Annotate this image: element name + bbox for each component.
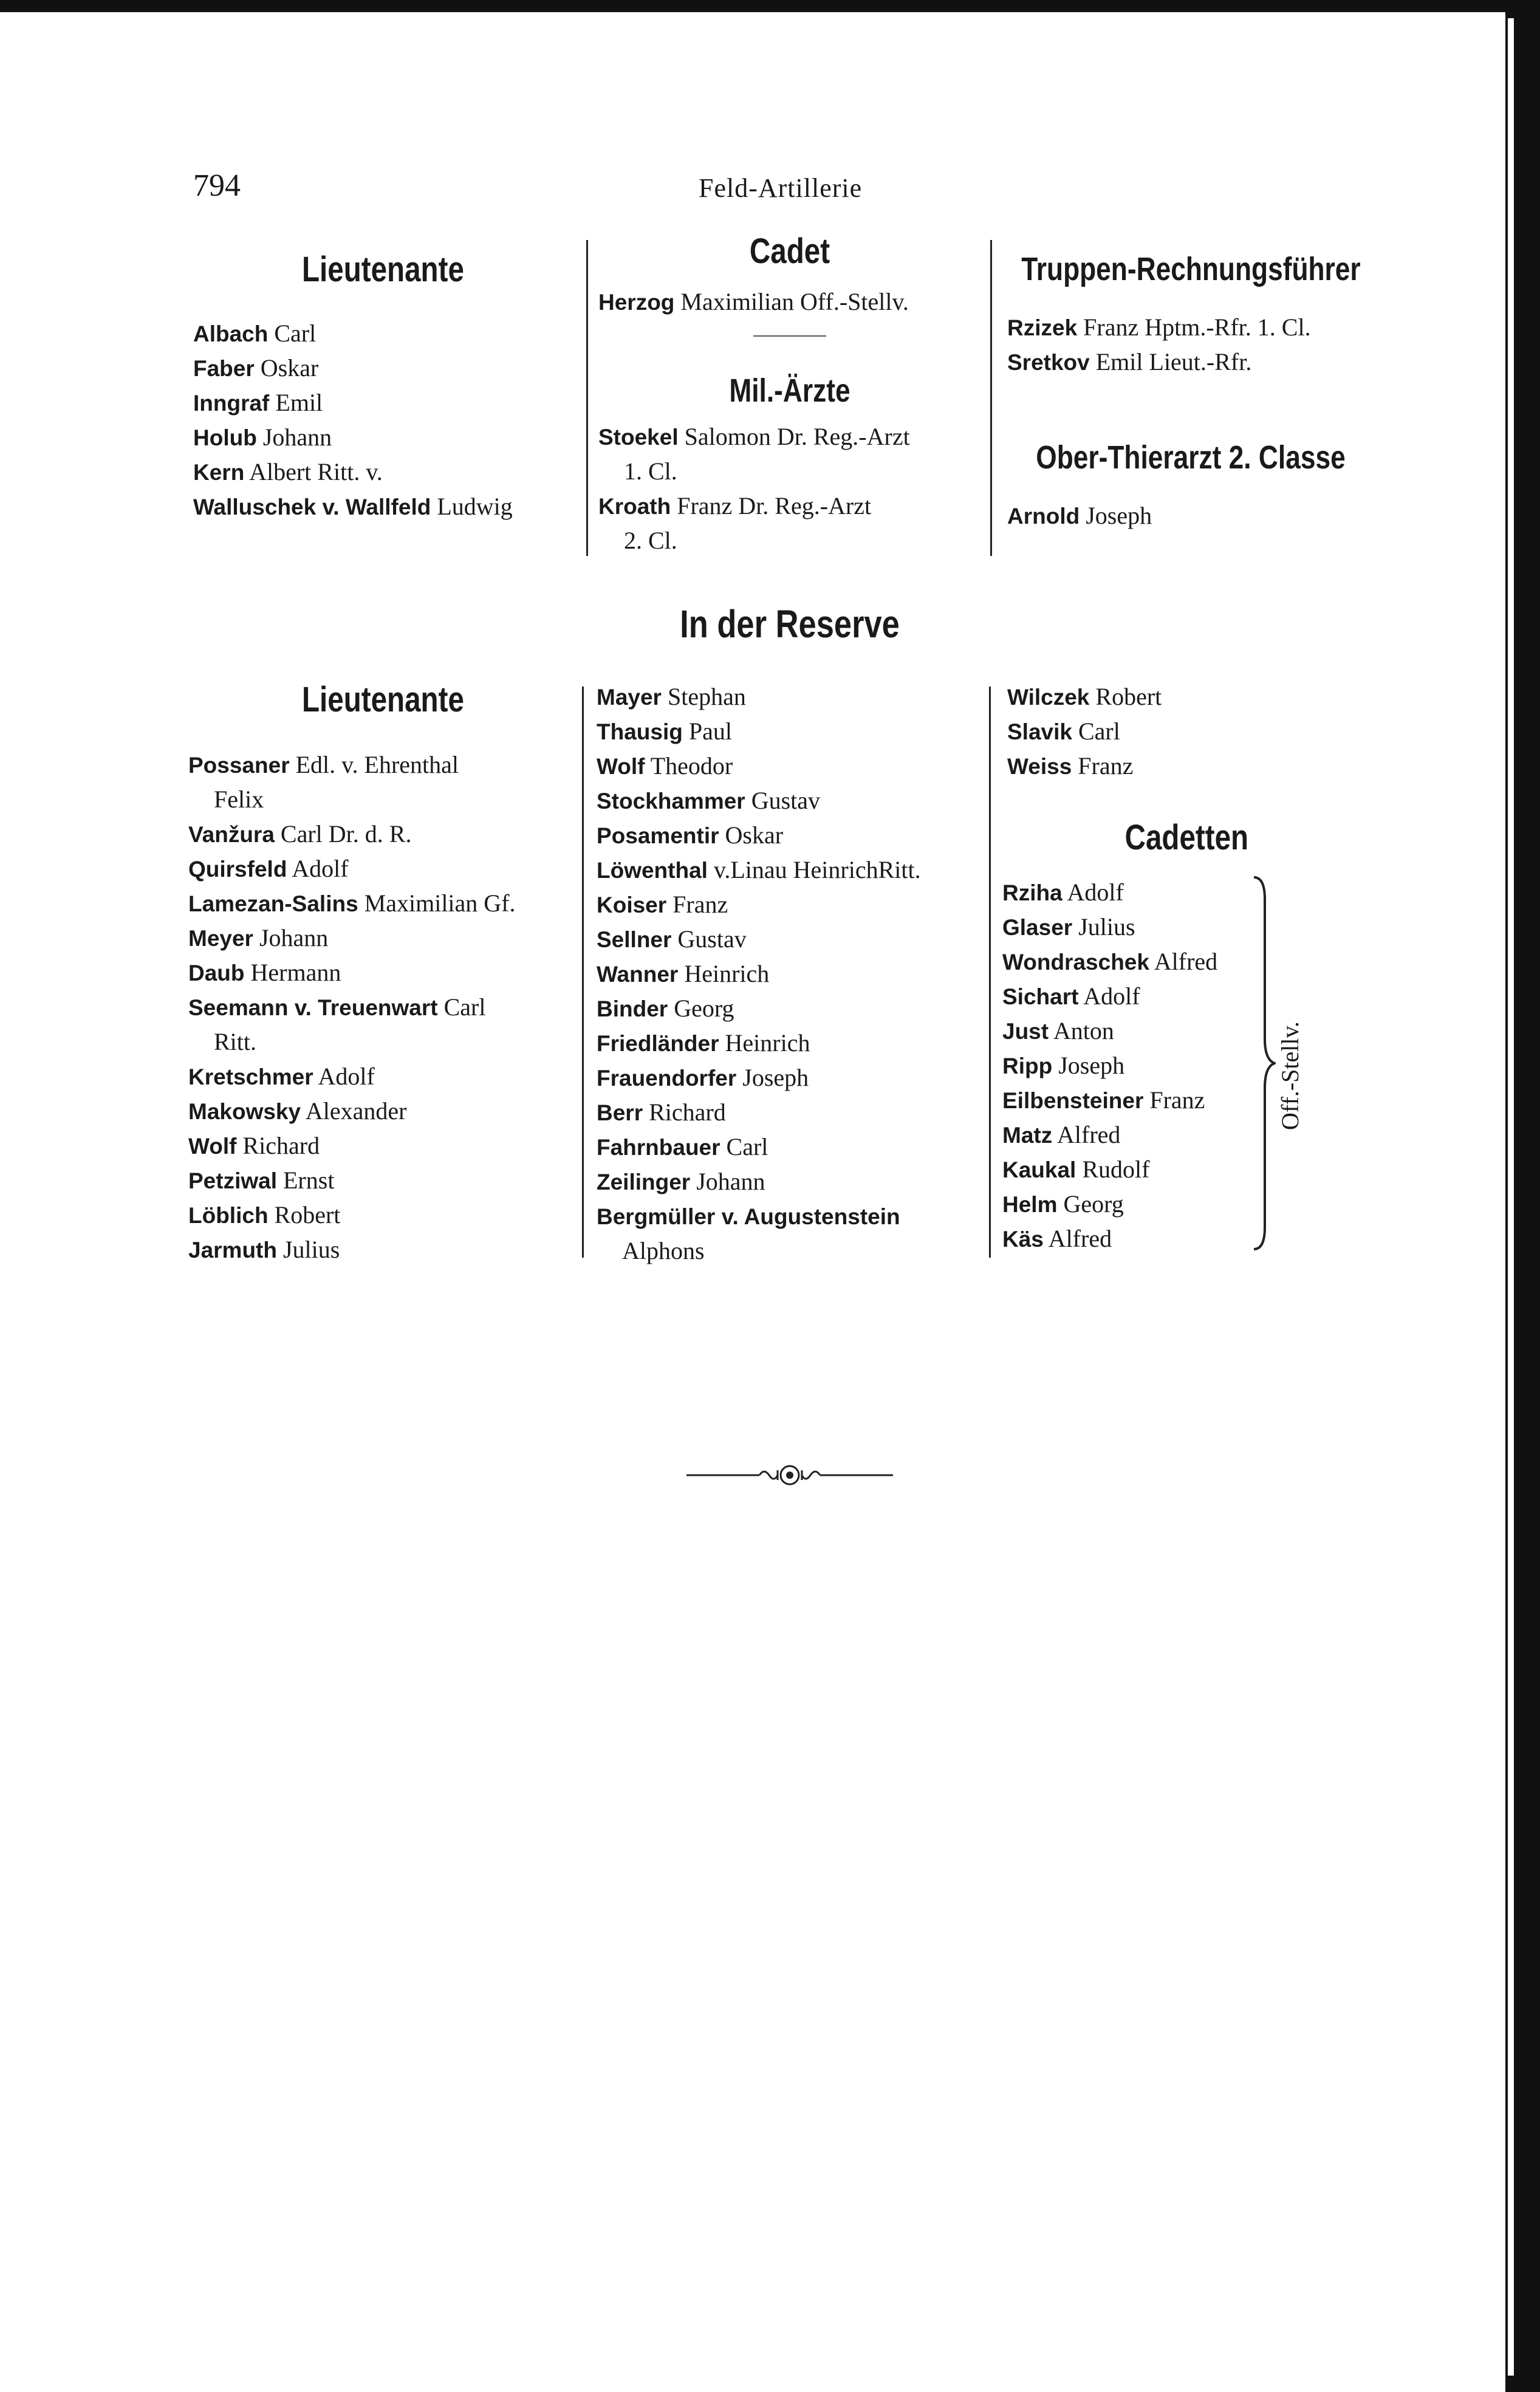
name-entry <box>188 1059 375 1094</box>
surname: Wondraschek <box>1002 950 1149 975</box>
name-entry <box>188 747 459 783</box>
surname: Wilczek <box>1007 685 1090 710</box>
decorative-ornament <box>686 1457 893 1493</box>
name-entry <box>188 990 485 1025</box>
name-entry <box>597 714 732 749</box>
separator-line <box>753 335 826 337</box>
given-name: Adolf <box>287 855 349 882</box>
given-name: Alexander <box>301 1097 407 1125</box>
name-entry <box>597 679 746 715</box>
given-name: Rudolf <box>1076 1156 1150 1183</box>
given-name: Adolf <box>1078 982 1140 1010</box>
surname: Albach <box>193 321 269 346</box>
name-entry <box>597 1164 765 1199</box>
name-entry <box>188 1232 340 1267</box>
name-entry <box>1007 749 1133 784</box>
given-name: Georg <box>668 995 734 1022</box>
name-entry <box>1007 344 1251 380</box>
name-entry <box>597 887 728 922</box>
name-entry <box>1002 1221 1112 1256</box>
given-name: Alfred <box>1149 948 1218 975</box>
given-name: Franz Dr. Reg.-Arzt <box>671 492 872 519</box>
given-name: Emil Lieut.-Rfr. <box>1089 348 1252 375</box>
name-entry <box>188 1094 406 1129</box>
name-entry <box>598 284 909 320</box>
surname: Löwenthal <box>597 858 708 883</box>
surname: Posamentir <box>597 823 719 848</box>
given-name: Hermann <box>244 959 341 986</box>
name-entry <box>598 419 910 454</box>
surname: Löblich <box>188 1203 269 1228</box>
name-entry <box>1002 875 1124 910</box>
surname: Sellner <box>597 927 672 952</box>
surname: Fahrnbauer <box>597 1135 720 1160</box>
name-entry <box>193 316 316 351</box>
name-entry <box>597 818 783 853</box>
name-entry <box>193 351 318 386</box>
surname: Kaukal <box>1002 1157 1076 1182</box>
surname: Eilbensteiner <box>1002 1088 1144 1113</box>
surname: Rziha <box>1002 880 1063 905</box>
name-entry <box>597 991 734 1026</box>
given-name: Franz <box>1143 1086 1205 1114</box>
name-entry <box>188 1198 340 1233</box>
name-continuation: Alphons <box>622 1237 705 1264</box>
given-name: Carl <box>268 320 317 347</box>
surname: Seemann v. Treuenwart <box>188 995 438 1020</box>
surname: Kroath <box>598 494 671 519</box>
heading-cadet: Cadet <box>749 231 830 271</box>
surname: Kretschmer <box>188 1064 313 1089</box>
name-entry <box>1002 1013 1114 1049</box>
surname: Jarmuth <box>188 1238 277 1263</box>
running-title: Feld-Artillerie <box>699 173 863 203</box>
name-entry <box>188 955 341 990</box>
name-entry <box>193 489 513 524</box>
given-name: Anton <box>1049 1017 1114 1044</box>
name-entry <box>597 956 769 992</box>
surname: Frauendorfer <box>597 1066 737 1091</box>
surname: Matz <box>1002 1123 1053 1148</box>
name-entry <box>193 420 332 455</box>
name-entry <box>597 749 733 784</box>
name-entry <box>193 385 323 420</box>
given-name: Franz Hptm.-Rfr. 1. Cl. <box>1077 314 1311 341</box>
given-name: Joseph <box>1080 502 1152 529</box>
given-name: Ludwig <box>431 493 513 520</box>
given-name: Maximilian Off.-Stellv. <box>674 288 909 315</box>
name-entry <box>1007 714 1120 749</box>
surname: Walluschek v. Wallfeld <box>193 495 431 519</box>
surname: Kern <box>193 460 245 485</box>
surname: Stockhammer <box>597 789 745 814</box>
name-entry <box>597 1199 900 1234</box>
curly-brace <box>1251 875 1276 1252</box>
given-name: Georg <box>1057 1190 1124 1218</box>
surname: Weiss <box>1007 754 1072 779</box>
name-entry <box>1002 1152 1149 1187</box>
surname: Wolf <box>597 754 645 779</box>
heading-truppen-rechnungsfuehrer: Truppen-Rechnungsführer <box>1021 251 1361 287</box>
surname: Käs <box>1002 1227 1044 1252</box>
given-name: Salomon Dr. Reg.-Arzt <box>678 423 910 450</box>
given-name: Edl. v. Ehrenthal <box>289 751 459 778</box>
column-rule <box>990 240 992 556</box>
given-name: Alfred <box>1052 1121 1121 1148</box>
surname: Stoekel <box>598 425 679 450</box>
surname: Friedländer <box>597 1031 719 1056</box>
heading-cadetten: Cadetten <box>1124 818 1249 857</box>
name-continuation: Felix <box>214 786 264 813</box>
given-name: Heinrich <box>719 1029 810 1057</box>
given-name: Emil <box>269 389 323 416</box>
given-name: Carl Dr. d. R. <box>274 820 412 848</box>
surname: Makowsky <box>188 1099 301 1124</box>
name-entry <box>1002 1187 1124 1222</box>
surname: Petziwal <box>188 1168 277 1193</box>
name-entry <box>188 817 411 852</box>
surname: Faber <box>193 356 255 381</box>
surname: Rzizek <box>1007 315 1078 340</box>
surname: Mayer <box>597 685 662 710</box>
given-name: Johann <box>690 1168 765 1195</box>
heading-ober-thierarzt: Ober-Thierarzt 2. Classe <box>1036 439 1346 476</box>
surname: Slavik <box>1007 719 1072 744</box>
given-name: Albert Ritt. v. <box>244 458 383 485</box>
surname: Herzog <box>598 290 675 315</box>
surname: Inngraf <box>193 391 270 416</box>
surname: Quirsfeld <box>188 857 287 882</box>
scan-border-top <box>0 0 1540 12</box>
given-name: Gustav <box>745 787 821 814</box>
name-entry <box>597 1060 809 1095</box>
surname: Holub <box>193 425 257 450</box>
surname: Berr <box>597 1100 643 1125</box>
name-entry <box>1002 979 1140 1014</box>
name-entry <box>598 488 871 524</box>
given-name: Oskar <box>719 821 784 849</box>
given-name: Gustav <box>671 925 747 953</box>
surname: Bergmüller v. Augustenstein <box>597 1204 900 1229</box>
name-continuation: 2. Cl. <box>624 527 677 554</box>
given-name: Theodor <box>645 752 733 780</box>
name-entry <box>1002 1048 1124 1083</box>
surname: Ripp <box>1002 1054 1053 1078</box>
name-continuation: 1. Cl. <box>624 457 677 485</box>
surname: Vanžura <box>188 822 275 847</box>
given-name: Julius <box>1072 913 1135 941</box>
surname: Sretkov <box>1007 350 1090 375</box>
heading-in-der-reserve: In der Reserve <box>680 602 900 646</box>
name-entry <box>597 1026 810 1061</box>
given-name: Johann <box>256 423 332 451</box>
given-name: Joseph <box>1052 1052 1125 1079</box>
surname: Wanner <box>597 962 679 987</box>
column-rule <box>586 240 588 556</box>
heading-mil-aerzte: Mil.-Ärzte <box>729 372 850 409</box>
given-name: Franz <box>666 891 728 918</box>
heading-lieutenante: Lieutenante <box>302 250 464 289</box>
given-name: Ernst <box>277 1167 335 1194</box>
given-name: Stephan <box>661 683 746 710</box>
name-entry <box>597 1095 726 1130</box>
off-stellv-note: Off.-Stellv. <box>1276 1021 1304 1130</box>
given-name: Robert <box>268 1201 341 1229</box>
given-name: Maximilian Gf. <box>358 889 516 917</box>
column-rule <box>582 687 584 1258</box>
given-name: Joseph <box>736 1064 809 1091</box>
column-rule <box>989 687 991 1258</box>
name-entry <box>1007 679 1162 715</box>
given-name: Carl <box>1072 718 1120 745</box>
name-entry <box>188 886 516 921</box>
given-name: Paul <box>682 718 732 745</box>
given-name: Richard <box>643 1098 726 1126</box>
given-name: v.Linau HeinrichRitt. <box>707 856 921 883</box>
surname: Just <box>1002 1019 1049 1044</box>
page-number: 794 <box>193 168 241 203</box>
given-name: Julius <box>276 1236 340 1263</box>
surname: Sichart <box>1002 984 1079 1009</box>
name-entry <box>597 783 820 818</box>
given-name: Oskar <box>254 354 319 382</box>
name-entry <box>1002 910 1135 945</box>
given-name: Robert <box>1089 683 1162 710</box>
name-entry <box>1002 944 1217 979</box>
given-name: Franz <box>1072 752 1134 780</box>
name-entry <box>1002 1117 1120 1153</box>
name-entry <box>188 920 328 956</box>
surname: Arnold <box>1007 504 1080 529</box>
surname: Koiser <box>597 893 667 917</box>
given-name: Carl <box>437 993 486 1021</box>
name-entry <box>1007 498 1152 533</box>
name-entry <box>193 454 383 490</box>
surname: Possaner <box>188 753 290 778</box>
surname: Meyer <box>188 926 253 951</box>
surname: Glaser <box>1002 915 1073 940</box>
name-entry <box>188 1128 320 1163</box>
heading-reserve-lieutenante: Lieutenante <box>302 680 464 719</box>
name-entry <box>188 851 349 886</box>
surname: Helm <box>1002 1192 1058 1217</box>
surname: Binder <box>597 996 668 1021</box>
surname: Zeilinger <box>597 1170 691 1194</box>
given-name: Adolf <box>1062 879 1124 906</box>
surname: Thausig <box>597 719 683 744</box>
name-entry <box>597 922 747 957</box>
name-continuation: Ritt. <box>214 1028 257 1055</box>
surname: Daub <box>188 961 245 985</box>
given-name: Alfred <box>1043 1225 1112 1252</box>
given-name: Adolf <box>313 1063 375 1090</box>
scan-border-gap <box>1508 18 1514 2376</box>
surname: Wolf <box>188 1134 237 1159</box>
name-entry <box>597 1129 768 1165</box>
name-entry <box>1007 310 1311 345</box>
name-entry <box>188 1163 334 1198</box>
given-name: Heinrich <box>678 960 770 987</box>
name-entry <box>1002 1083 1205 1118</box>
given-name: Richard <box>236 1132 320 1159</box>
given-name: Johann <box>253 924 329 951</box>
given-name: Carl <box>720 1133 768 1160</box>
surname: Lamezan-Salins <box>188 891 358 916</box>
name-entry <box>597 852 921 888</box>
